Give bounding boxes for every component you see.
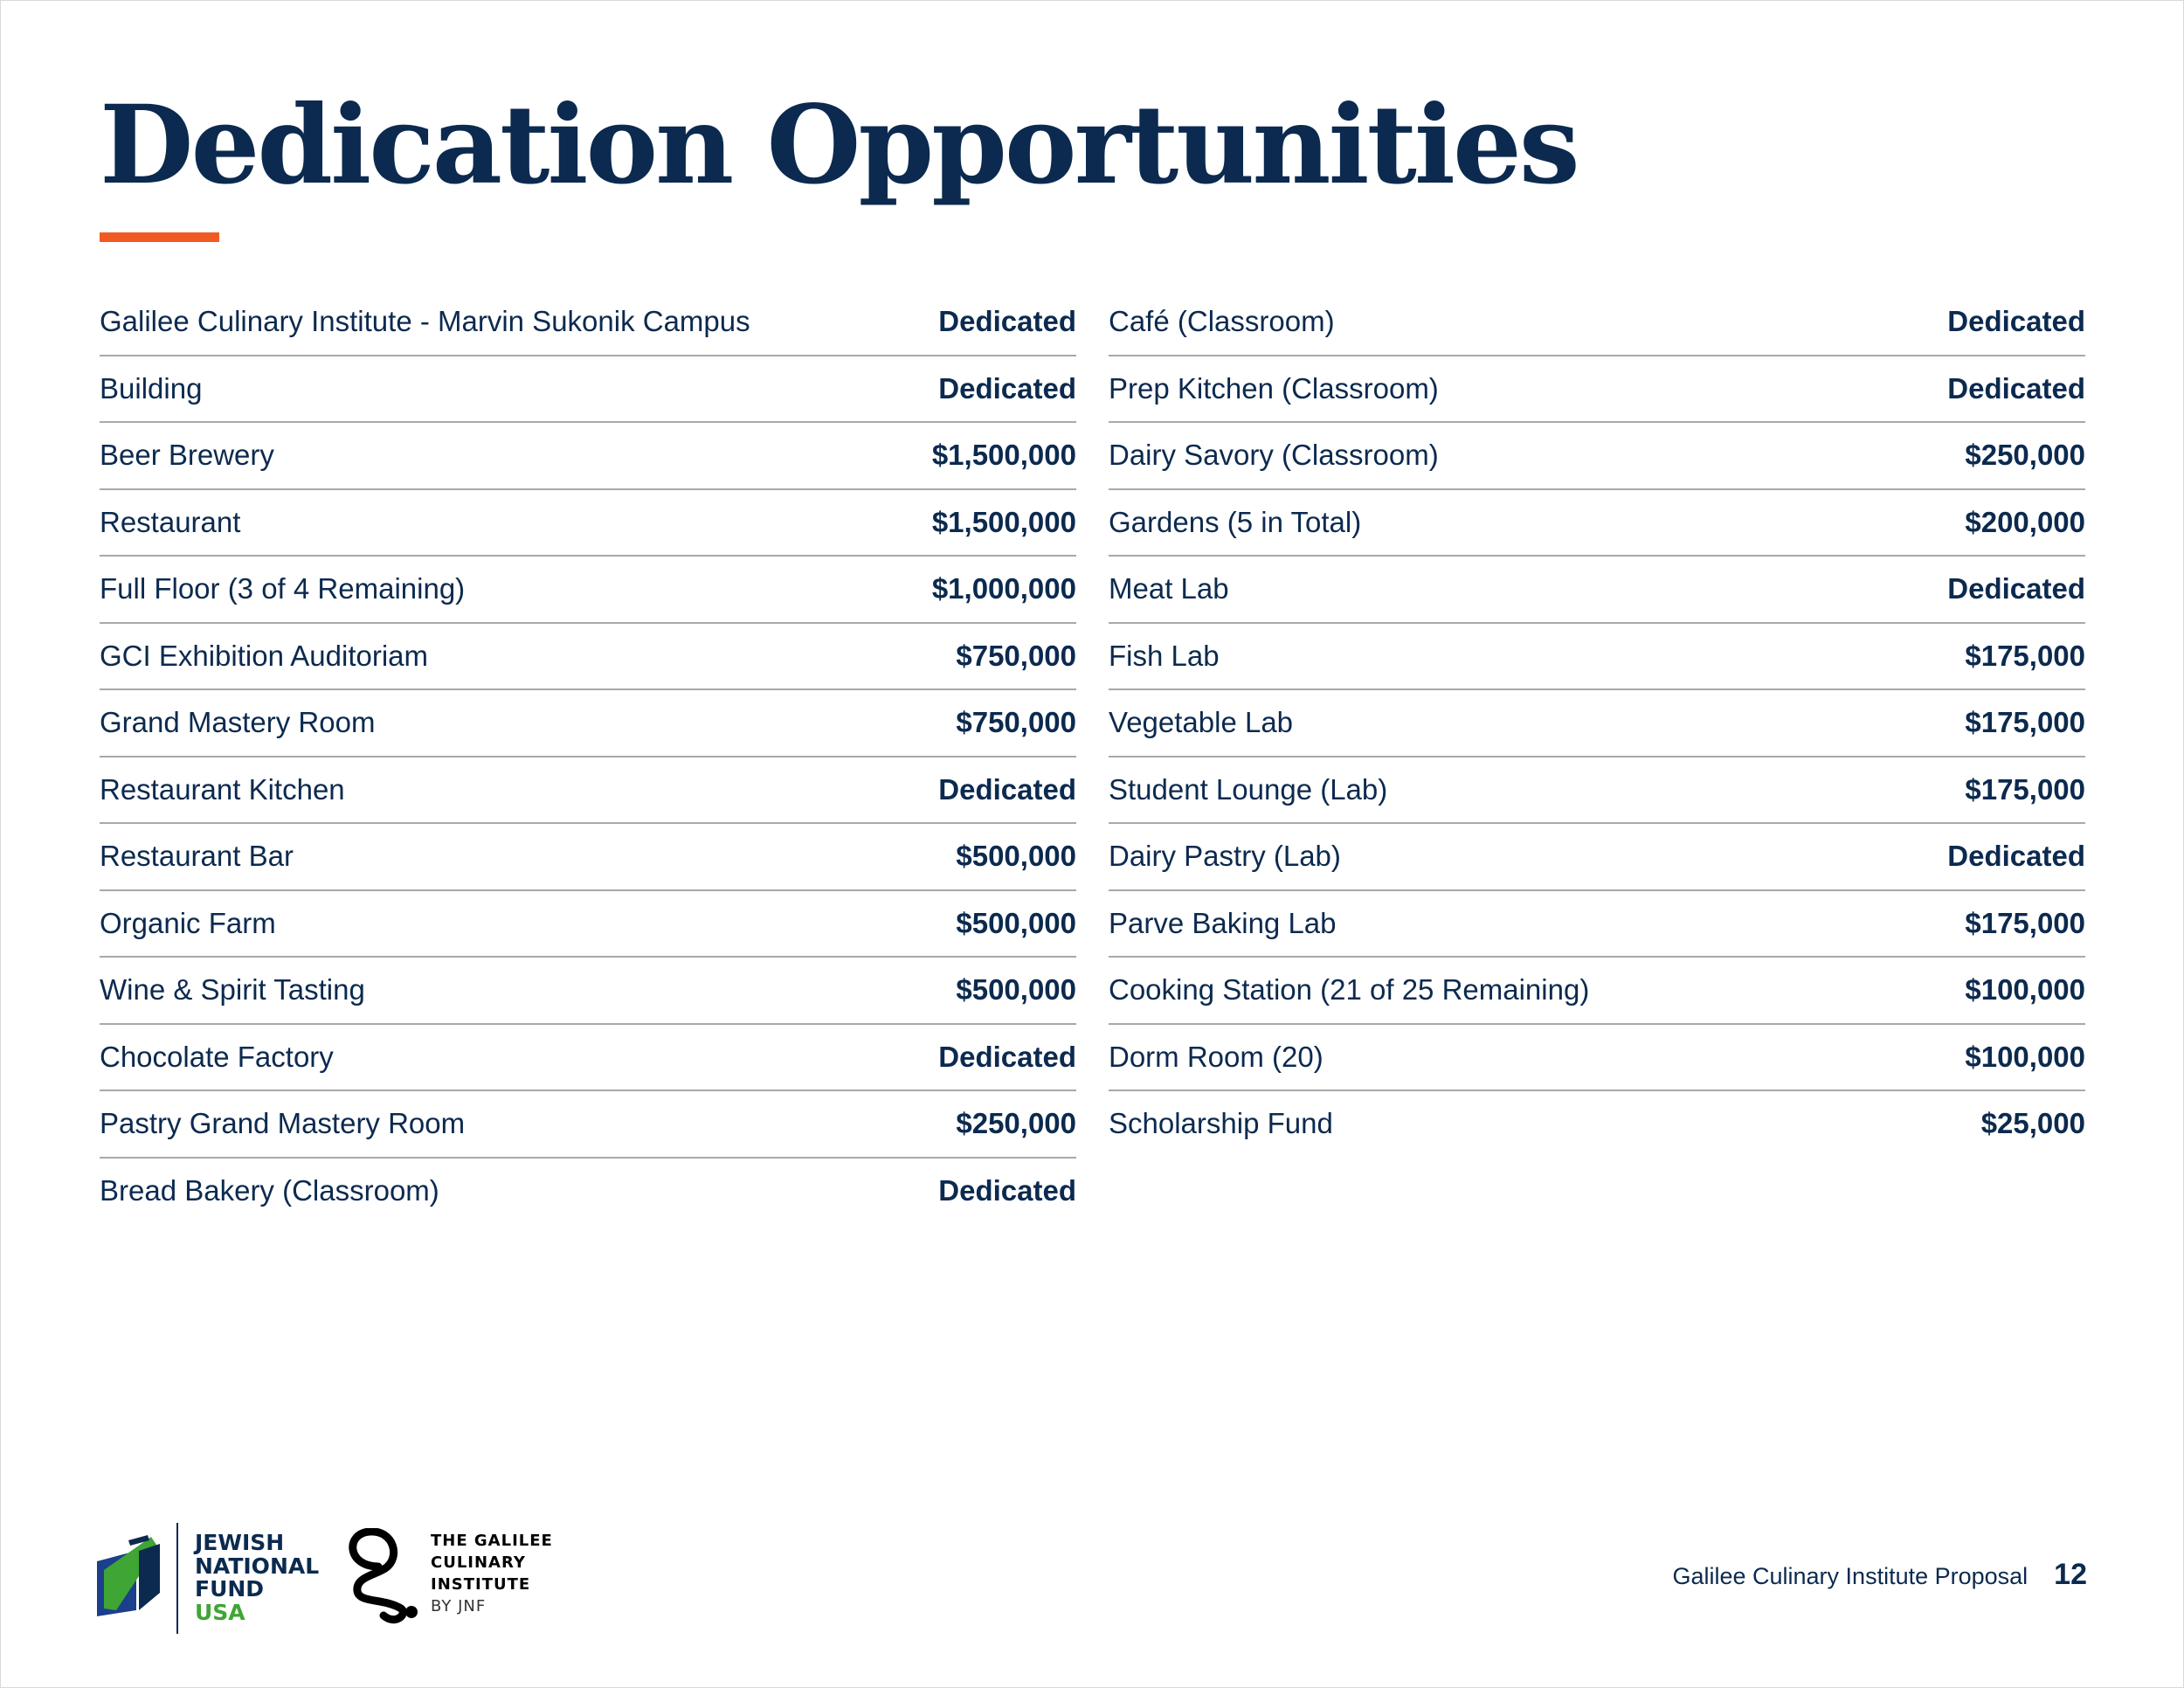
right-opportunity-list (1109, 289, 2085, 1157)
opportunity-value: $1,000,000 (931, 572, 1076, 605)
opportunity-value: Dedicated (1947, 305, 2085, 338)
opportunity-row (100, 891, 1076, 958)
opportunity-value: $175,000 (1965, 639, 2085, 672)
opportunity-name: Fish Lab (1109, 639, 1220, 672)
opportunity-row (100, 958, 1076, 1025)
opportunity-value: Dedicated (938, 1040, 1076, 1073)
left-opportunity-list (100, 289, 1076, 1223)
opportunity-value: $250,000 (956, 1107, 1076, 1140)
opportunity-row (100, 624, 1076, 691)
opportunity-row (100, 490, 1076, 557)
opportunity-name: Cooking Station (21 of 25 Remaining) (1109, 973, 1590, 1007)
opportunity-name: Prep Kitchen (Classroom) (1109, 371, 1439, 405)
opportunity-row (1109, 289, 2085, 356)
opportunity-row (1109, 490, 2085, 557)
opportunity-name: Dorm Room (20) (1109, 1040, 1324, 1073)
opportunity-value: Dedicated (938, 305, 1076, 338)
gci-chef-icon (340, 1528, 424, 1629)
opportunity-row (1109, 423, 2085, 490)
opportunity-name: Meat Lab (1109, 572, 1229, 605)
opportunity-value: Dedicated (1947, 371, 2085, 405)
opportunity-value: $25,000 (1980, 1107, 2085, 1140)
jnf-logo-usa: USA (195, 1599, 245, 1625)
opportunity-value: $175,000 (1965, 906, 2085, 939)
opportunity-name: Organic Farm (100, 906, 276, 939)
opportunity-name: Restaurant Bar (100, 840, 294, 873)
opportunity-name: Vegetable Lab (1109, 706, 1294, 739)
opportunity-name: Parve Baking Lab (1109, 906, 1337, 939)
opportunity-row (1109, 1091, 2085, 1157)
opportunity-row (100, 1025, 1076, 1092)
page-number: 12 (2054, 1558, 2087, 1591)
gci-logo-byline: BY JNF (431, 1597, 487, 1615)
opportunity-row (1109, 624, 2085, 691)
opportunity-name: Wine & Spirit Tasting (100, 973, 365, 1007)
opportunity-name: Galilee Culinary Institute - Marvin Sukonik Campus (100, 305, 750, 338)
jnf-logo-text (195, 1532, 319, 1624)
opportunity-name: Gardens (5 in Total) (1109, 505, 1362, 538)
opportunity-name: Restaurant Kitchen (100, 772, 345, 806)
opportunity-value: $500,000 (956, 840, 1076, 873)
opportunity-value: $1,500,000 (931, 439, 1076, 472)
page-title: Dedication Opportunities (100, 82, 1578, 209)
logo-divider (176, 1523, 178, 1634)
gci-logo-line: INSTITUTE (431, 1575, 531, 1594)
opportunity-row (100, 1091, 1076, 1159)
opportunity-value: $175,000 (1965, 706, 2085, 739)
opportunity-value: $750,000 (956, 706, 1076, 739)
opportunity-value: $250,000 (1965, 439, 2085, 472)
document-label: Galilee Culinary Institute Proposal (1672, 1563, 2028, 1589)
footer-page-info (1672, 1558, 2087, 1592)
opportunity-value: $100,000 (1965, 973, 2085, 1007)
opportunity-value: $500,000 (956, 906, 1076, 939)
opportunity-row (100, 289, 1076, 356)
opportunity-value: Dedicated (938, 1173, 1076, 1207)
opportunity-name: Scholarship Fund (1109, 1107, 1333, 1140)
opportunity-name: Full Floor (3 of 4 Remaining) (100, 572, 466, 605)
opportunity-value: Dedicated (1947, 572, 2085, 605)
opportunity-value: Dedicated (938, 371, 1076, 405)
opportunity-value: $1,500,000 (931, 505, 1076, 538)
page-footer (1, 1512, 2183, 1652)
opportunity-value: $750,000 (956, 639, 1076, 672)
opportunity-value: $100,000 (1965, 1040, 2085, 1073)
opportunity-name: Building (100, 371, 203, 405)
jnf-logo-line: NATIONAL (195, 1553, 320, 1579)
jnf-logo-line: JEWISH (195, 1530, 285, 1555)
opportunity-value: $200,000 (1965, 505, 2085, 538)
opportunity-row (1109, 824, 2085, 891)
opportunity-row (100, 557, 1076, 624)
opportunity-name: Dairy Pastry (Lab) (1109, 840, 1341, 873)
opportunity-name: Student Lounge (Lab) (1109, 772, 1388, 806)
opportunity-value: Dedicated (938, 772, 1076, 806)
opportunity-row (100, 423, 1076, 490)
opportunity-row (1109, 958, 2085, 1025)
opportunity-row (100, 1159, 1076, 1224)
opportunity-name: GCI Exhibition Auditoriam (100, 639, 429, 672)
opportunity-row (1109, 557, 2085, 624)
title-accent-rule (100, 232, 219, 242)
opportunity-name: Dairy Savory (Classroom) (1109, 439, 1439, 472)
opportunity-name: Beer Brewery (100, 439, 274, 472)
opportunity-row (1109, 1025, 2085, 1092)
opportunity-row (100, 758, 1076, 825)
opportunity-row (1109, 758, 2085, 825)
opportunity-row (1109, 690, 2085, 758)
opportunity-name: Café (Classroom) (1109, 305, 1335, 338)
opportunity-name: Pastry Grand Mastery Room (100, 1107, 466, 1140)
gci-logo-line: CULINARY (431, 1553, 526, 1572)
opportunity-row (100, 690, 1076, 758)
gci-logo-text (431, 1530, 553, 1617)
opportunity-name: Chocolate Factory (100, 1040, 334, 1073)
jnf-shield-icon (97, 1533, 162, 1616)
opportunity-row (1109, 891, 2085, 958)
opportunity-value: $500,000 (956, 973, 1076, 1007)
gci-logo-line: THE GALILEE (431, 1532, 553, 1550)
opportunity-name: Grand Mastery Room (100, 706, 376, 739)
opportunity-row (100, 356, 1076, 424)
opportunity-name: Restaurant (100, 505, 241, 538)
jnf-logo-line: FUND (195, 1576, 265, 1602)
opportunity-row (1109, 356, 2085, 424)
opportunity-row (100, 824, 1076, 891)
opportunity-value: Dedicated (1947, 840, 2085, 873)
opportunity-value: $175,000 (1965, 772, 2085, 806)
opportunity-name: Bread Bakery (Classroom) (100, 1173, 439, 1207)
